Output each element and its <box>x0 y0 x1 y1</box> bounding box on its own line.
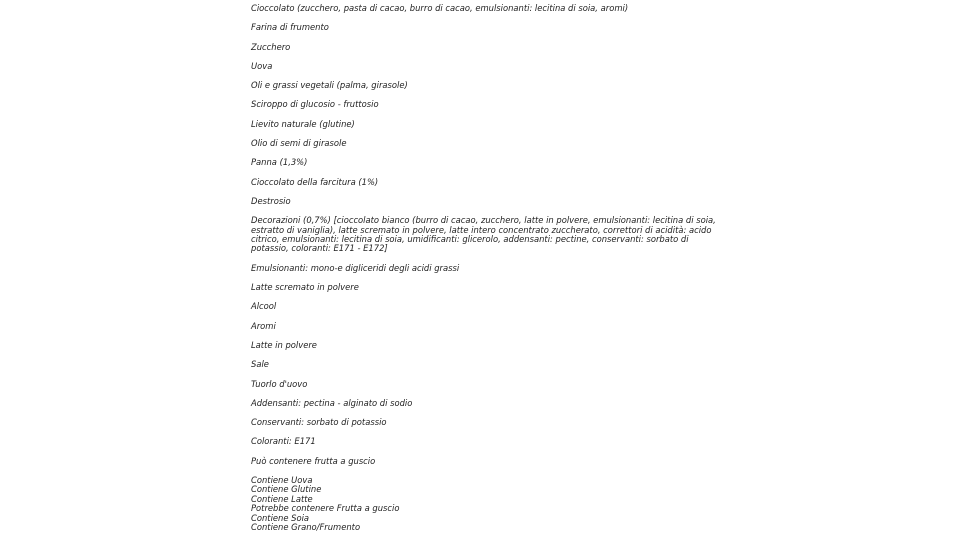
ingredient-item: Tuorlo d'uovo <box>251 378 308 389</box>
ingredient-item: Uova <box>251 60 273 71</box>
ingredient-item: Aromi <box>251 320 276 331</box>
allergen-statement: Potrebbe contenere Frutta a guscio <box>251 503 400 514</box>
ingredient-item: Zucchero <box>251 41 291 52</box>
ingredient-item: Cioccolato della farcitura (1%) <box>251 176 379 187</box>
ingredient-item: Può contenere frutta a guscio <box>251 455 376 466</box>
allergen-statement: Contiene Latte <box>251 493 313 504</box>
ingredient-item: Oli e grassi vegetali (palma, girasole) <box>251 80 408 91</box>
allergen-statements <box>251 476 721 532</box>
ingredient-item: Sciroppo di glucosio - fruttosio <box>251 99 379 110</box>
ingredients-list <box>251 4 721 532</box>
ingredient-item: Emulsionanti: mono-e digliceridi degli acidi grassi <box>251 262 460 273</box>
ingredient-item: Addensanti: pectina - alginato di sodio <box>251 397 413 408</box>
ingredient-item: Coloranti: E171 <box>251 436 316 447</box>
ingredient-item: Panna (1,3%) <box>251 157 308 168</box>
ingredient-item: Latte scremato in polvere <box>251 282 359 293</box>
ingredient-item: Alcool <box>251 301 277 312</box>
ingredient-item: Latte in polvere <box>251 339 317 350</box>
ingredient-item: Sale <box>251 359 269 370</box>
allergen-statement: Contiene Glutine <box>251 484 322 495</box>
ingredient-item: Farina di frumento <box>251 22 329 33</box>
ingredient-item: Decorazioni (0,7%) [cioccolato bianco (burro di cacao, zucchero, latte in polvere, emulsionanti: lecitina di soia, estratto di vaniglia), latte scremato in polvere, latte intero concentrato zuccherato, correttori di acidità: acido citrico, emulsionanti: lecitina di soia, umidificanti: glicerolo, addensanti: pectine, conservanti: sorbato di potassio, coloranti: E171 - E172] <box>251 215 716 254</box>
ingredient-item: Cioccolato (zucchero, pasta di cacao, burro di cacao, emulsionanti: lecitina di soia, aromi) <box>251 3 629 13</box>
ingredient-item: Destrosio <box>251 195 291 206</box>
allergen-statement: Contiene Uova <box>251 475 313 486</box>
allergen-statement: Contiene Grano/Frumento <box>251 522 361 533</box>
ingredient-item: Conservanti: sorbato di potassio <box>251 417 387 428</box>
allergen-statement: Contiene Soia <box>251 512 310 523</box>
ingredient-item: Olio di semi di girasole <box>251 138 347 149</box>
ingredient-item: Lievito naturale (glutine) <box>251 118 355 129</box>
